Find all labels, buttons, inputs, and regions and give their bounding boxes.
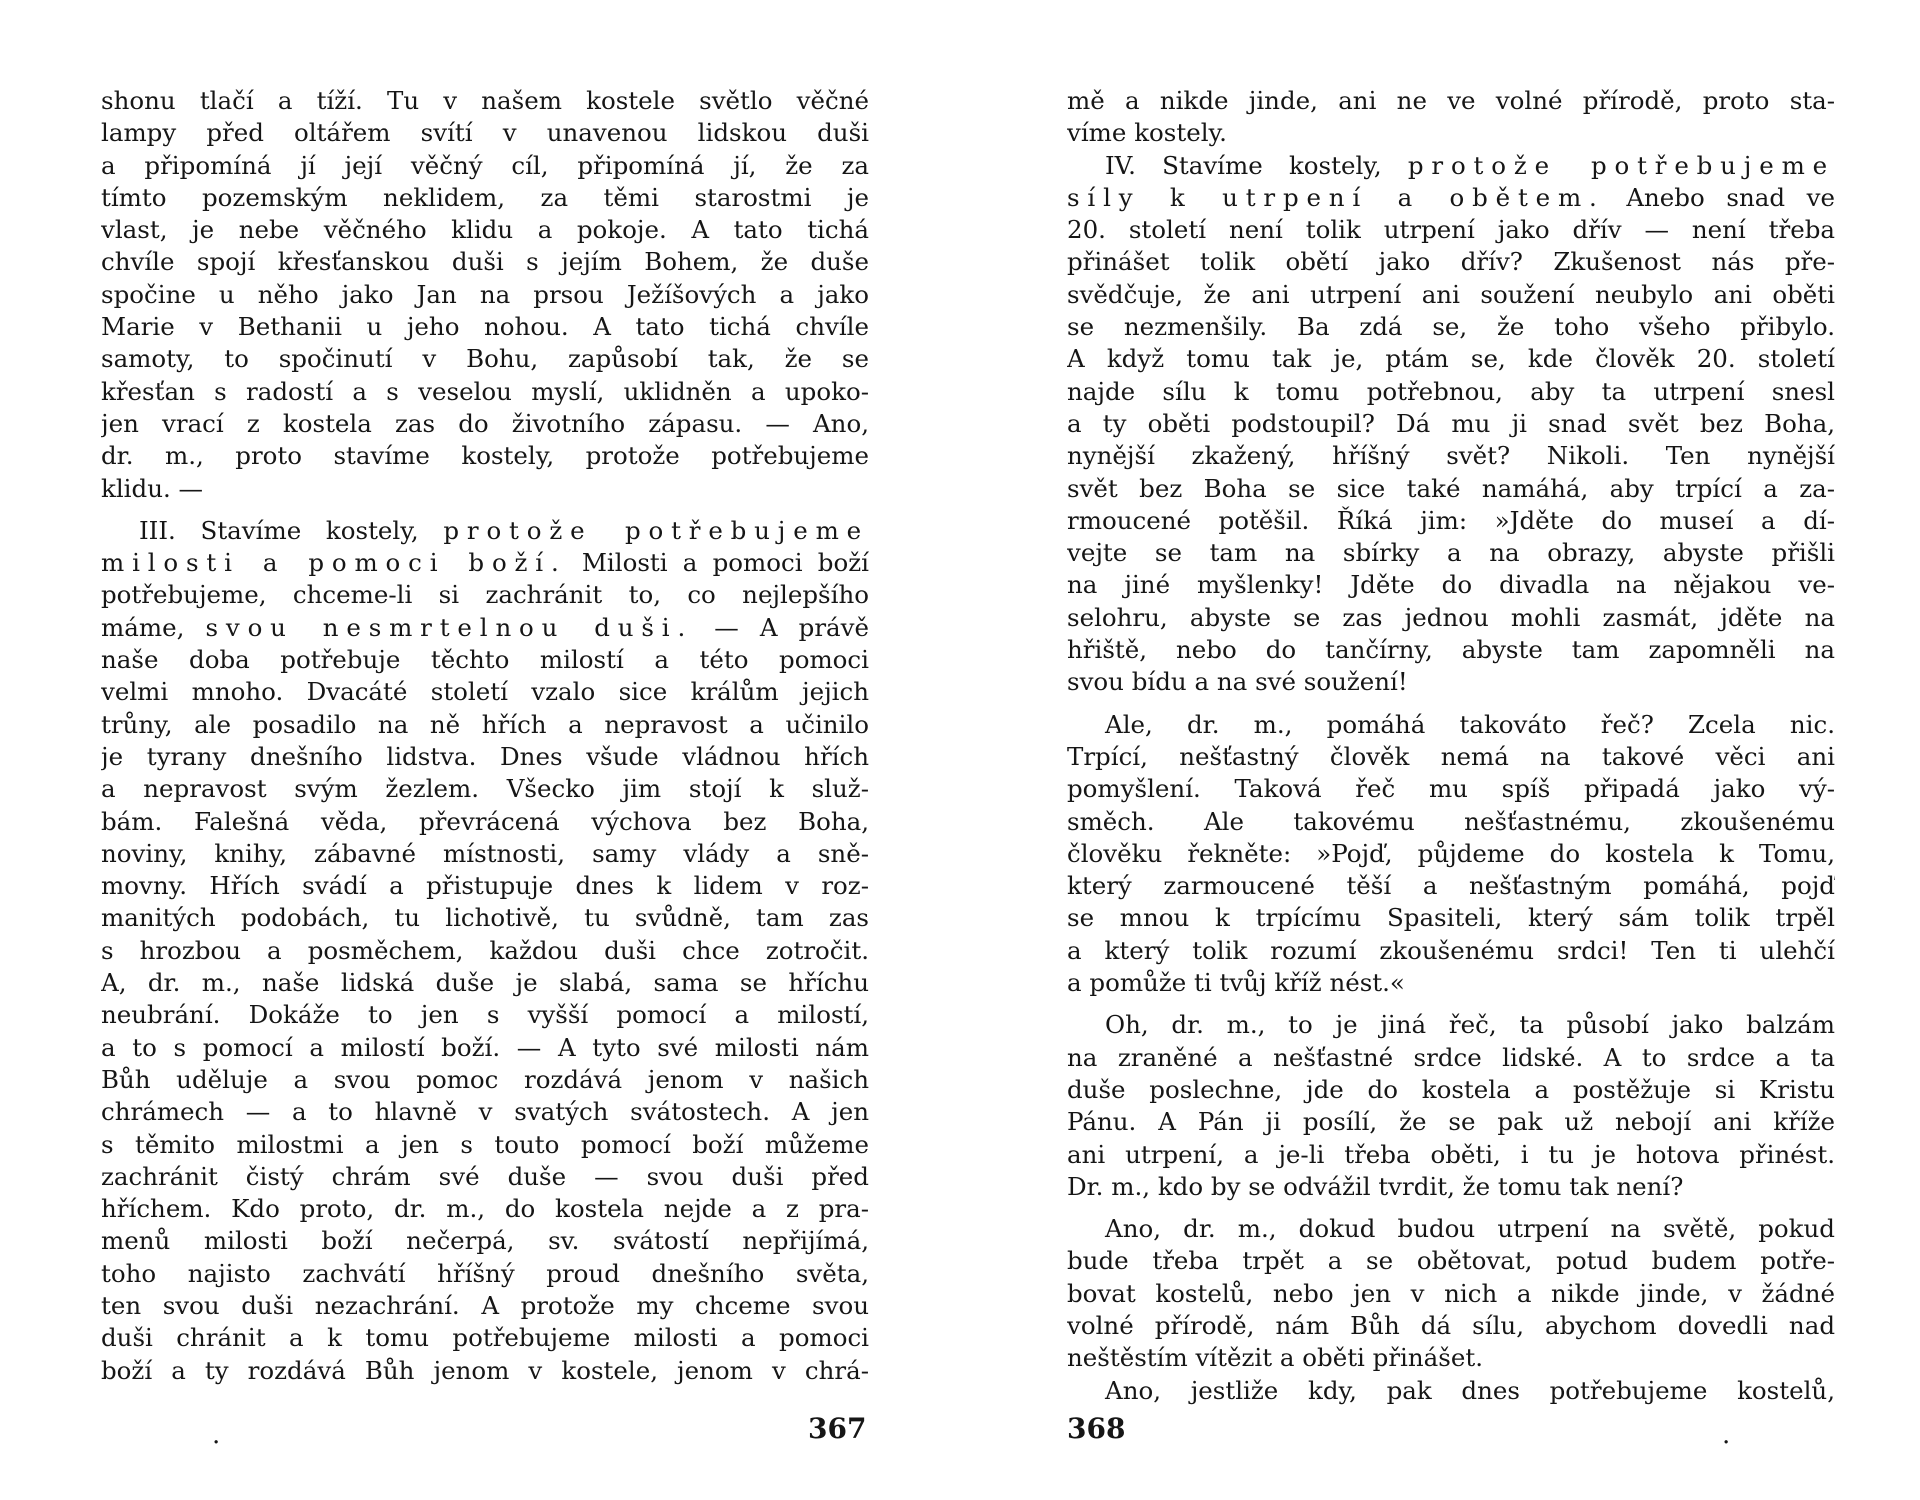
text-line: duši chránit a k tomu potřebujeme milosti a pomoci: [101, 1323, 869, 1353]
text-line: samoty, to spočinutí v Bohu, zapůsobí tak, že se: [101, 344, 869, 374]
text-line: který zarmoucené těší a nešťastným pomáhá, pojď: [1067, 871, 1835, 901]
text-line: naše doba potřebuje těchto milostí a této pomoci: [101, 645, 869, 675]
text-line: toho najisto zachvátí hříšný proud dnešního světa,: [101, 1258, 869, 1288]
text-line: najde sílu k tomu potřebnou, aby ta utrpení snesl: [1067, 376, 1835, 406]
text-line: ani utrpení, a je-li třeba oběti, i tu je hotova přinést.: [1067, 1139, 1835, 1169]
left-page: [101, 85, 869, 1387]
text-line: [1067, 182, 1835, 214]
text-line: je tyrany dnešního lidstva. Dnes všude vládnou hřích: [101, 741, 869, 771]
text-line: bovat kostelů, nebo jen v nich a nikde jinde, v žádné: [1067, 1278, 1835, 1308]
text-line: chvíle spojí křesťanskou duši s jejím Bohem, že duše: [101, 247, 869, 277]
text-line: Dr. m., kdo by se odvážil tvrdit, že tomu tak není?: [1067, 1171, 1684, 1201]
text-line: Ano, jestliže kdy, pak dnes potřebujeme kostelů,: [1105, 1375, 1835, 1405]
text-line: [101, 547, 869, 579]
text-line: Marie v Bethanii u jeho nohou. A tato tichá chvíle: [101, 312, 869, 342]
text-line: velmi mnoho. Dvacáté století vzalo sice králům jejich: [101, 677, 869, 707]
text-line: shonu tlačí a tíží. Tu v našem kostele světlo věčné: [101, 86, 869, 115]
text-line: Bůh uděluje a svou pomoc rozdává jenom v našich: [101, 1064, 869, 1094]
text-line: hřiště, nebo do tančírny, abyste tam zapomněli na: [1067, 635, 1835, 665]
left-paragraph-3: [101, 515, 869, 1387]
text-line: zachránit čistý chrám své duše — svou duši před: [101, 1161, 869, 1191]
text-line: svou bídu a na své soužení!: [1067, 667, 1408, 697]
text-line: A když tomu tak je, ptám se, kde člověk 20. století: [1067, 344, 1835, 374]
spaced-emphasis: síly k utrpení a obětem.: [1067, 182, 1605, 212]
text-line: křesťan s radostí a s veselou myslí, uklidněn a upoko-: [101, 376, 869, 406]
text-line: chrámech — a to hlavně v svatých svátostech. A jen: [101, 1097, 869, 1127]
right-paragraph-4: [1067, 150, 1835, 699]
text-line: mě a nikde jinde, ani ne ve volné přírodě, proto sta-: [1067, 86, 1835, 115]
text-line: Oh, dr. m., to je jiná řeč, ta působí jako balzám: [1105, 1010, 1835, 1040]
text-line: a který tolik rozumí zkoušenému srdci! Ten ti ulehčí: [1067, 935, 1835, 965]
right-paragraph-6: [1067, 1009, 1835, 1203]
text-line: neštěstím vítězit a oběti přinášet.: [1067, 1343, 1483, 1373]
text-line: pomyšlení. Taková řeč mu spíš připadá jako vý-: [1067, 774, 1835, 804]
page-number-right: 368: [1067, 1412, 1126, 1445]
spaced-emphasis: svou nesmrtelnou duši.: [205, 612, 694, 642]
line-rest: — A právě: [714, 612, 869, 642]
right-paragraph-5: [1067, 709, 1835, 1000]
right-paragraph-8: [1067, 1375, 1835, 1407]
left-paragraph-2-continued: [101, 85, 869, 505]
text-line: boží a ty rozdává Bůh jenom v kostele, jenom v chrá-: [101, 1355, 869, 1385]
text-line: a to s pomocí a milostí boží. — A tyto své milosti nám: [101, 1032, 869, 1062]
text-line: nynější zkažený, hříšný svět? Nikoli. Ten nynější: [1067, 441, 1835, 471]
text-line: svědčuje, že ani utrpení ani soužení neubylo ani oběti: [1067, 279, 1835, 309]
text-line: Ano, dr. m., dokud budou utrpení na světě, pokud: [1105, 1214, 1835, 1244]
text-line: Pánu. A Pán ji posílí, že se pak už nebojí ani kříže: [1067, 1107, 1835, 1137]
text-line: spočine u něho jako Jan na prsou Ježíšových a jako: [101, 279, 869, 309]
text-line: přinášet tolik obětí jako dřív? Zkušenost nás pře-: [1067, 247, 1835, 277]
text-line: na zraněné a nešťastné srdce lidské. A to srdce a ta: [1067, 1042, 1835, 1072]
text-line: lampy před oltářem svítí v unavenou lidskou duši: [101, 118, 869, 148]
text-line: směch. Ale takovému nešťastnému, zkoušenému: [1067, 806, 1835, 836]
line-lead: máme,: [101, 612, 185, 642]
spaced-emphasis: protože potřebujeme: [1407, 150, 1835, 180]
text-line: víme kostely.: [1067, 118, 1227, 148]
text-line: rmoucené potěšil. Říká jim: »Jděte do museí a dí-: [1067, 505, 1835, 535]
text-line: svět bez Boha se sice také namáhá, aby trpící a za-: [1067, 473, 1835, 503]
text-line: manitých podobách, tu lichotivě, tu svůdně, tam zas: [101, 903, 869, 933]
text-line: 20. století není tolik utrpení jako dřív — není třeba: [1067, 215, 1835, 245]
right-page: [1067, 85, 1835, 1407]
section-lead: III. Stavíme kostely,: [139, 515, 419, 545]
text-line: Trpící, nešťastný člověk nemá na takové věci ani: [1067, 741, 1835, 771]
text-line: a pomůže ti tvůj kříž nést.«: [1067, 968, 1405, 998]
text-line: noviny, knihy, zábavné místnosti, samy vlády a sně-: [101, 838, 869, 868]
text-line: movny. Hřích svádí a přistupuje dnes k lidem v roz-: [101, 871, 869, 901]
text-line: vlast, je nebe věčného klidu a pokoje. A tato tichá: [101, 215, 869, 245]
text-line: člověku řekněte: »Pojď, půjdeme do kostela k Tomu,: [1067, 838, 1835, 868]
section-lead: IV. Stavíme kostely,: [1105, 150, 1382, 180]
text-line: A, dr. m., naše lidská duše je slabá, sama se hříchu: [101, 968, 869, 998]
text-line: potřebujeme, chceme-li si zachránit to, co nejlepšího: [101, 580, 869, 610]
text-line: dr. m., proto stavíme kostely, protože potřebujeme: [101, 441, 869, 471]
text-line: neubrání. Dokáže to jen s vyšší pomocí a milostí,: [101, 1000, 869, 1030]
section-heading-line: [101, 515, 869, 547]
text-line: selohru, abyste se zas jednou mohli zasmát, jděte na: [1067, 602, 1835, 632]
text-line: bám. Falešná věda, převrácená výchova bez Boha,: [101, 806, 869, 836]
spaced-emphasis: milosti a pomoci boží.: [101, 548, 567, 578]
text-line: Ale, dr. m., pomáhá takováto řeč? Zcela nic.: [1105, 709, 1835, 739]
text-line: na jiné myšlenky! Jděte do divadla na nějakou ve-: [1067, 570, 1835, 600]
text-line: duše poslechne, jde do kostela a postěžuje si Kristu: [1067, 1074, 1835, 1104]
line-rest: Anebo snad ve: [1626, 182, 1835, 212]
text-line: [101, 612, 869, 644]
right-paragraph-7: [1067, 1213, 1835, 1374]
footer-mark-left: .: [212, 1420, 221, 1450]
text-line: s hrozbou a posměchem, každou duši chce zotročit.: [101, 935, 869, 965]
text-line: volné přírodě, nám Bůh dá sílu, abychom dovedli nad: [1067, 1310, 1835, 1340]
text-line: se mnou k trpícímu Spasiteli, který sám tolik trpěl: [1067, 903, 1835, 933]
text-line: vejte se tam na sbírky a na obrazy, abyste přišli: [1067, 538, 1835, 568]
section-heading-line: [1067, 150, 1835, 182]
text-line: a připomíná jí její věčný cíl, připomíná jí, že za: [101, 150, 869, 180]
text-line: bude třeba trpět a se obětovat, potud budem potře-: [1067, 1246, 1835, 1276]
text-line: a ty oběti podstoupil? Dá mu ji snad svět bez Boha,: [1067, 408, 1835, 438]
text-line: jen vrací z kostela zas do životního zápasu. — Ano,: [101, 408, 869, 438]
page-number-left: 367: [808, 1412, 867, 1445]
spaced-emphasis: protože potřebujeme: [443, 515, 869, 545]
text-line: a nepravost svým žezlem. Všecko jim stojí k služ-: [101, 774, 869, 804]
text-line: klidu. —: [101, 473, 204, 503]
text-line: s těmito milostmi a jen s touto pomocí boží můžeme: [101, 1129, 869, 1159]
text-line: trůny, ale posadilo na ně hřích a nepravost a učinilo: [101, 709, 869, 739]
text-line: ten svou duši nezachrání. A protože my chceme svou: [101, 1290, 869, 1320]
line-rest: Milosti a pomoci boží: [581, 548, 869, 578]
text-line: menů milosti boží nečerpá, sv. svátostí nepřijímá,: [101, 1226, 869, 1256]
text-line: hříchem. Kdo proto, dr. m., do kostela nejde a z pra-: [101, 1194, 869, 1224]
text-line: tímto pozemským neklidem, za těmi starostmi je: [101, 182, 869, 212]
footer-mark-right: .: [1722, 1420, 1731, 1450]
text-line: se nezmenšily. Ba zdá se, že toho všeho přibylo.: [1067, 312, 1835, 342]
right-paragraph-continued: [1067, 85, 1835, 150]
